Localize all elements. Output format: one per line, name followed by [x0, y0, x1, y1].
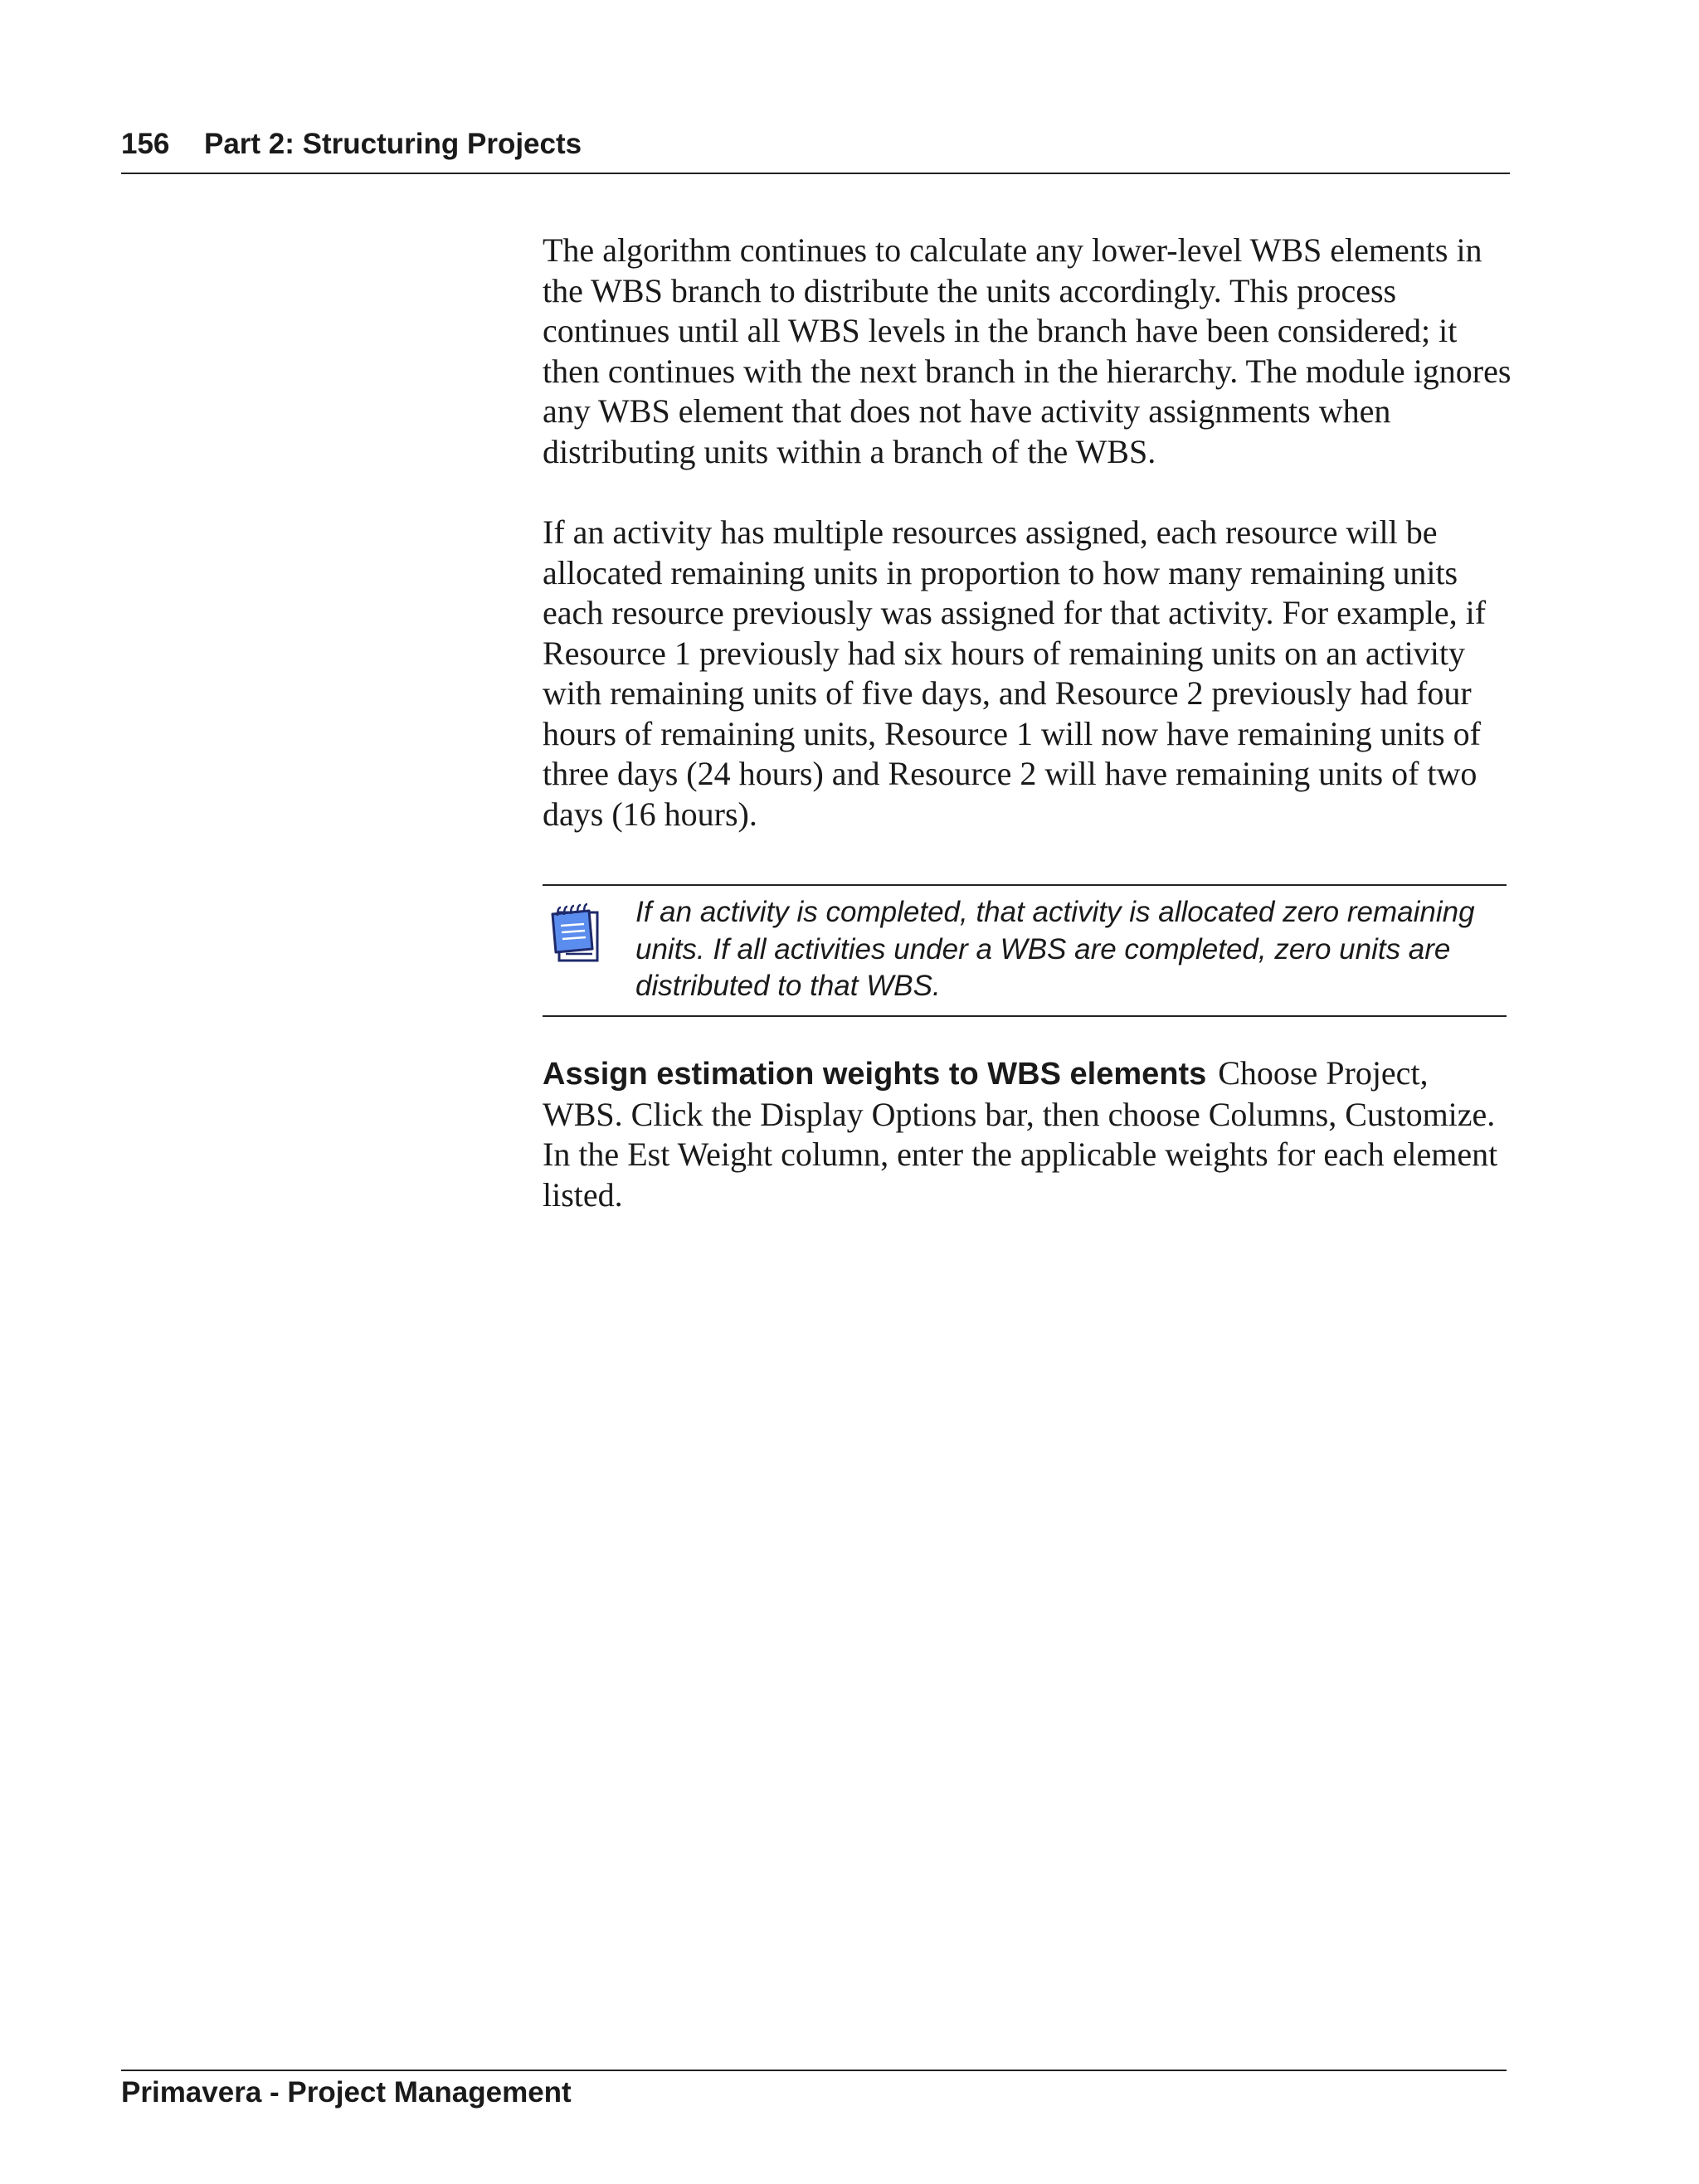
task-heading: Assign estimation weights to WBS elements — [543, 1057, 1207, 1092]
page-footer — [121, 2070, 1507, 2109]
paragraph: The algorithm continues to calculate any lower-level WBS elements in the WBS branch to distribute the units accordingly. This process continues until all WBS levels in the branch have been considered; it then continues with the next branch in the hierarchy. The module ignores any WBS element that does not have activity assignments when distributing units within a branch of the WBS. — [543, 231, 1512, 470]
task-text: Choose Project, WBS. Click the Display Options bar, then choose Columns, Customize. In the Est Weight column, enter the applicable weights for each element listed. — [543, 1054, 1498, 1214]
task-paragraph — [543, 1053, 1513, 1215]
page-header — [121, 123, 1510, 174]
part-title: Part 2: Structuring Projects — [204, 128, 582, 160]
body-text — [543, 231, 1513, 834]
paragraph: If an activity has multiple resources assigned, each resource will be allocated remaining units in proportion to how many remaining units each resource previously was assigned for that activity. For example, if Resource 1 previously had six hours of remaining units on an activity with remaining units of five days, and Resource 2 previously had four hours of remaining units, Resource 1 will now have remaining units of three days (24 hours) and Resource 2 will have remaining units of two days (16 hours). — [543, 513, 1487, 833]
note-box — [543, 884, 1507, 1017]
note-text: If an activity is completed, that activity is allocated zero remaining units. If all activities under a WBS are completed, zero units are distributed to that WBS. — [635, 896, 1475, 1002]
book-title: Primavera - Project Management — [121, 2076, 572, 2109]
notepad-icon — [548, 902, 602, 964]
page-number: 156 — [121, 128, 170, 160]
